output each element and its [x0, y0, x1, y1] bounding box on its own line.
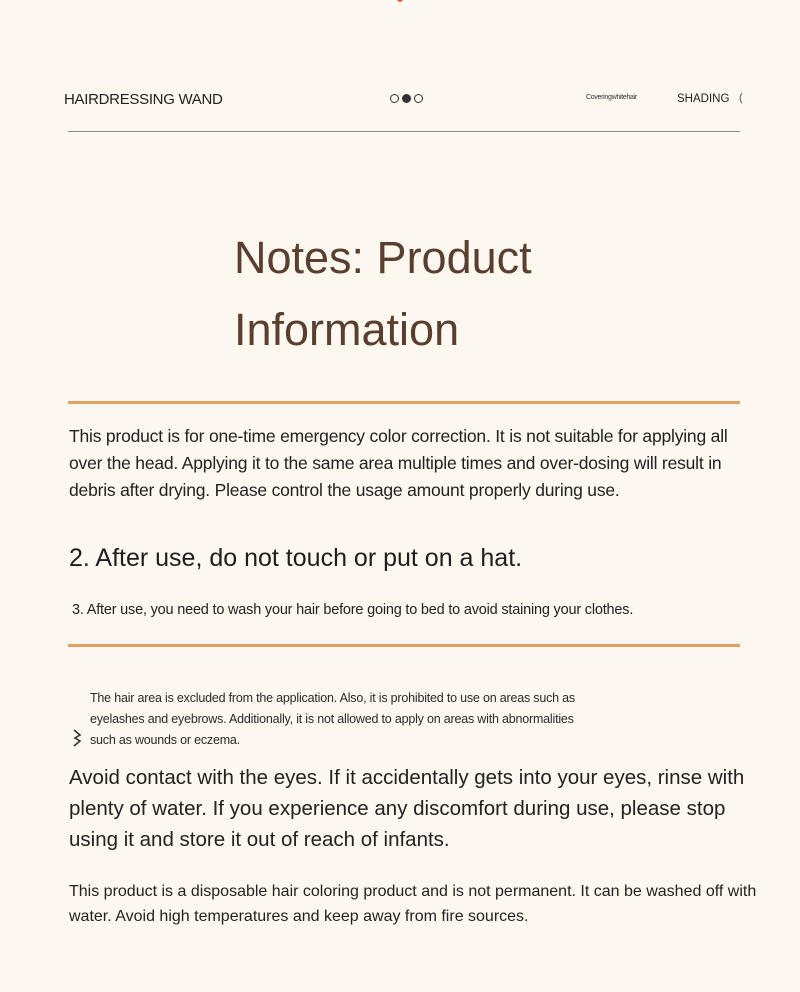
title-line-1: Notes: Product	[234, 232, 532, 283]
note-disposable: This product is a disposable hair coloring product and is not permanent. It can be washed off with water. Avoid high temperatures and keep away from fire sources.	[69, 883, 757, 925]
note-one-time-use: This product is for one-time emergency color correction. It is not suitable for applying all over the head. Applying it to the same area multiple times and over-dosing will result in debris after drying. Please control the usage amount properly during use.	[69, 426, 728, 500]
section-divider	[68, 401, 740, 404]
carousel-dot-active[interactable]	[402, 94, 411, 103]
tag-covering-white-hair: Coveringwhitehair	[586, 94, 637, 101]
carousel-dots	[390, 94, 423, 103]
header	[64, 88, 743, 112]
tag-edge: (	[739, 92, 743, 104]
brand-name: HAIRDRESSING WAND	[64, 91, 223, 108]
header-divider	[68, 131, 740, 132]
chevron-icon	[72, 728, 82, 748]
top-mark	[397, 0, 403, 2]
section-divider	[68, 644, 740, 647]
page-title	[234, 222, 714, 366]
title-line-2: Information	[234, 304, 460, 355]
tag-shading: SHADING	[677, 93, 730, 105]
note-point-3: 3. After use, you need to wash your hair before going to bed to avoid staining your clothes.	[72, 602, 634, 618]
carousel-dot[interactable]	[390, 94, 399, 103]
note-application-areas: The hair area is excluded from the application. Also, it is prohibited to use on areas such as eyelashes and eyebrows. Additionally, it is not allowed to apply on areas with abnormalities such as wounds or eczema.	[90, 691, 575, 747]
note-point-2: 2. After use, do not touch or put on a hat.	[69, 544, 523, 572]
note-eye-warning: Avoid contact with the eyes. If it accidentally gets into your eyes, rinse with plenty of water. If you experience any discomfort during use, please stop using it and store it out of reach of infants.	[69, 766, 745, 851]
carousel-dot[interactable]	[414, 94, 423, 103]
